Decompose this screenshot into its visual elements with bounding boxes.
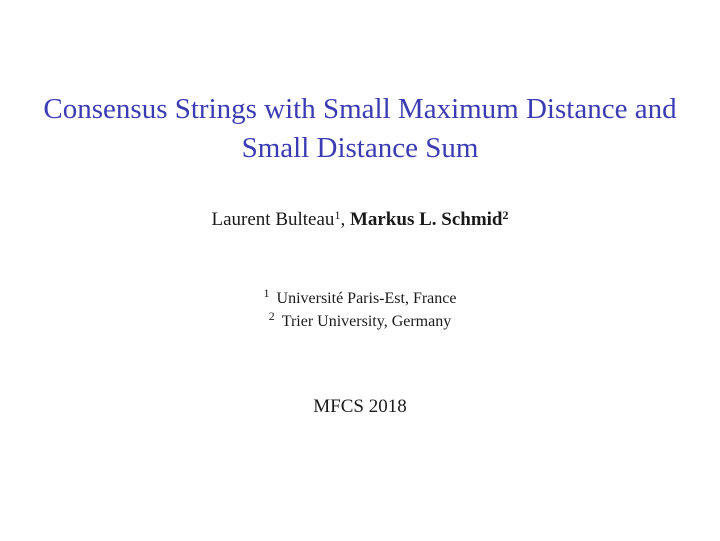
- affiliation-2-mark: 2: [268, 309, 275, 323]
- affiliation-1-text: Université Paris-Est, France: [276, 290, 457, 307]
- author-1-affiliation-mark: 1: [334, 208, 341, 222]
- conference-venue: MFCS 2018: [313, 396, 407, 417]
- presentation-title: [20, 90, 700, 168]
- author-list: [0, 208, 720, 232]
- author-1: [212, 209, 341, 230]
- title-line-1: Consensus Strings with Small Maximum Distance and: [43, 93, 677, 125]
- affiliation-1: [0, 287, 720, 310]
- affiliation-list: [0, 287, 720, 333]
- author-1-name: Laurent Bulteau: [211, 209, 335, 230]
- author-separator: ,: [340, 209, 350, 230]
- affiliation-1-mark: 1: [263, 286, 270, 300]
- title-line-2: Small Distance Sum: [241, 132, 479, 164]
- author-2: [350, 209, 509, 230]
- affiliation-2-text: Trier University, Germany: [281, 313, 452, 330]
- author-2-name: Markus L. Schmid: [349, 209, 503, 230]
- affiliation-2: [0, 310, 720, 333]
- author-2-affiliation-mark: 2: [502, 208, 509, 222]
